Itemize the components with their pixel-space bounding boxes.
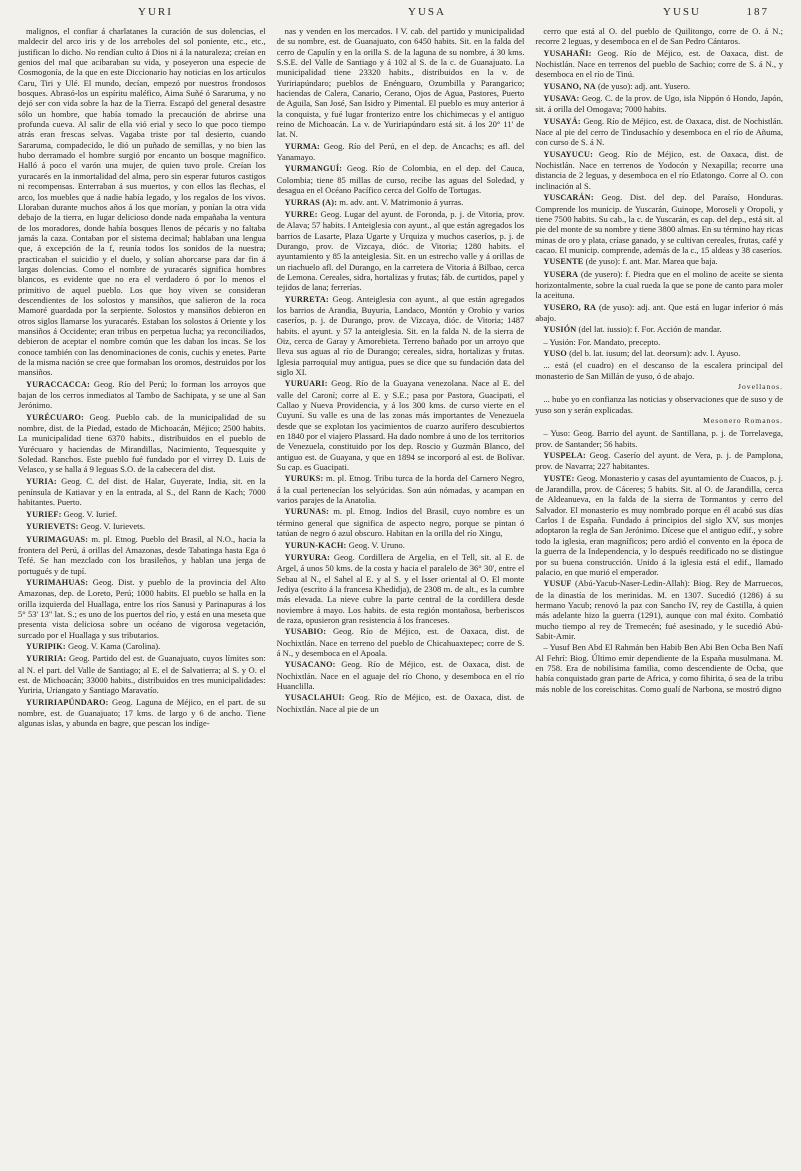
entry-text: Geog. Pueblo cab. de la municipalidad de su nombre, dist. de la Piedad, estado de Michoacán, Méjico; 2500 habits. La municipalidad tiene 6370 habits., distribuidos en el pueblo de Yurécuaro y haciendas de Mirandillas, Nacimiento, Tequesquite y Soledad. Ranchos. Este pueblo fué fundado por el virrey D. Luis de Velasco, y se halla á 9 leguas S.O. de la cabecera del dist. bbox=[18, 411, 266, 475]
dictionary-entry bbox=[535, 93, 783, 115]
entry-headword: YURIRIAPÚNDARO: bbox=[26, 697, 109, 707]
entry-headword: YURIEF: bbox=[26, 509, 62, 519]
entry-text: cerro que está al O. del pueblo de Quilitongo, corre de O. á N.; recorre 2 leguas, y desemboca en el de San Pedro Cántaros. bbox=[535, 26, 783, 47]
dictionary-entry bbox=[535, 578, 783, 641]
entry-text: Geog. Río de Méjico, est. de Oaxaca, dist. de Nochixtlán. Nace al pie de un bbox=[276, 692, 525, 714]
dictionary-entry bbox=[277, 141, 525, 163]
entry-text: (de yusero): f. Piedra que en el molino de aceite se sienta horizontalmente, sobre la cual rueda la que se pone de canto para moler la aceituna. bbox=[535, 268, 783, 301]
dictionary-entry bbox=[535, 192, 783, 255]
entry-text: (de yuso): f. ant. Mar. Marea que baja. bbox=[585, 256, 718, 267]
entry-text: – Yusuf Ben Abd El Rahmán ben Habib Ben Abi Ben Ocba Ben Nafí Al Fehrí: Biog. Último emir dependiente de la España musulmana. M. en 758. Era de nobilísima familia, como descendiente de Ocba, que había conquistado gran parte de Africa, y como fihirita, ó sea de la tribu más noble de los coreischitas. Como gualí de Narbona, se mostró digno bbox=[535, 642, 783, 694]
entry-text: Geog. Río de Colombia, en el dep. del Cauca, Colombia; tiene 85 millas de curso, recibe las aguas del Soledad, y desagua en el Océano Pacífico cerca del Golfo de Tortugas. bbox=[276, 163, 525, 196]
entry-text: ... hube yo en confianza las noticias y observaciones que de suso y de yuso son y serán explicadas. bbox=[535, 394, 783, 415]
dictionary-entry bbox=[277, 659, 525, 691]
dictionary-entry bbox=[277, 473, 525, 505]
dictionary-entry bbox=[277, 209, 525, 293]
dictionary-entry bbox=[277, 163, 525, 195]
entry-headword: YUSO bbox=[543, 348, 567, 358]
page-header bbox=[18, 0, 783, 26]
citation-author: Mesonero Romanos. bbox=[703, 416, 783, 426]
dictionary-entry bbox=[535, 149, 783, 191]
entry-text: Geog. Río de Méjico, est. de Oaxaca, dist. de Nochistlán. Nace al pie del cerro de Tindusachío y desemboca en el río de Añuma, con curso de S. á N. bbox=[535, 115, 783, 148]
entry-text: Geog. V. Iurief. bbox=[63, 508, 118, 519]
entry-headword: YUSERA bbox=[543, 269, 579, 279]
dictionary-entry bbox=[18, 412, 266, 475]
entry-headword: YUSUF bbox=[543, 579, 572, 589]
dictionary-entry bbox=[535, 642, 783, 694]
entry-text: m. pl. Etnog. Pueblo del Brasil, al N.O., hacia la frontera del Perú, á orillas del Amazonas, desde Tabatinga hasta Ega ó Tefé. Se han mezclado con los brasileños, y hablan una jerga de portugués y de tupí. bbox=[18, 533, 266, 576]
entry-text: Geog. V. Iurievets. bbox=[80, 521, 146, 532]
entry-headword: YURMA: bbox=[284, 141, 320, 151]
entry-text: m. pl. Etnog. Tribu turca de la horda del Carnero Negro, á la cual pertenecían los selyúcidas. Son aún nómadas, y acampan en varios parajes de la Anatolia. bbox=[276, 473, 525, 506]
entry-text: Geog. Lugar del ayunt. de Foronda, p. j. de Vitoria, prov. de Alava; 57 habits. ‖ Anteiglesia con ayunt., al que están agregados los barrios de Lasarte, Plaza Ugarte y Urquiza y muchos caseríos, p. j. de Durango, prov. de Vizcaya, dióc. de Vitoria; 1280 habits. el ayuntamiento y 85 la anteiglesia. Sit. en un estrecho valle y á orillas de un riachuelo afl. del Durango, en la carretera de Vitoria á Bilbao, cerca de Lemona. Cereales, sidra, hortalizas y frutas; fáb. de curtidos, papel y tejidos de lana; ferrerías. bbox=[276, 208, 525, 293]
header-center-word: YUSA bbox=[408, 6, 446, 18]
entry-text: Geog. Río de Méjico, est. de Oaxaca, dist. de Nochixtlán. Nace en terreno del pueblo de Chicahuaxtepec; corre de S. á N., y desemboca en el Apoala. bbox=[276, 626, 525, 658]
entry-headword: YURRAS (A): bbox=[284, 197, 338, 207]
entry-headword: YUSIÓN bbox=[543, 325, 577, 335]
dictionary-entry bbox=[535, 394, 783, 415]
entry-text: Geog. Río de Méjico, est. de Oaxaca, dist. de Nochistlán. Nace en terrenos del pueblo de Sachio; corre de S. á N., y desemboca en el río de Tinú. bbox=[535, 47, 783, 80]
entry-headword: YURRETA: bbox=[284, 294, 329, 304]
dictionary-entry bbox=[277, 26, 525, 140]
entry-text: malignos, el confiar á charlatanes la curación de sus dolencias, el maldecir del arco iris y de los arreboles del sol poniente, etc., etc., justifican lo dicho. No rendían culto á Dios ni á la naturaleza; creían en genios del mal que acibaraban su vida, y poseyeron una especie de Cosmogonía, de la que en este Diccionario hay noticias en los artículos Caru, Tiri y Ulé. El mundo, decían, empezó por nuestros frondosos bosques. Abrasó-los un espíritu maléfico, Aima Suñé ó Sararuma, y no dejó ser con vida sobre la haz de la Tierra. Escapó del general desastre sólo un hombre, que había tomado la precaución de abrirse una profunda cueva. Al salir de ella vió erial y seco lo que poco tiempo atrás eran frescas selvas. Vagaba triste por tal desierto, cuando Sararuma, compadecido, le dió un puñado de semillas, y no bien las hubo derramado el hombre surgió por encanto un bosque magnífico. Halló á poco el varón una mujer, de quien tuvo prole. Creían los yuracarés en la inmortalidad del alma, pero sin esperar futuros castigos ni recompensas. Enterraban á sus muertos, y con ellos las flechas, el arco, los muebles que á nadie había legado, y los regalos de los vivos. Lloraban durante muchos años á los que morían, y ponían la otra vida debajo de la tierra, en lugar delicioso donde nada empañaba la ventura de los moradores, donde había bosques llenos de pécaris y no faltaba jamás la caza. Contaban por el sistema decimal; hablaban una lengua que, á excepción de la f, reunía todos los sonidos de la nuestra; practicaban el suicidio y el duelo, y solían ahorcarse para dar fin á largas dolencias. Como el nombre de yuracarés significa hombres blancos, es evidente que no era el verdadero ó por lo menos el primitivo de aquel pueblo. Los que hoy viven se consideran descendientes de los solostos y mansiños, que salieron de la roca Mamoré guardada por la serpiente. Solostos y mansiños debieron en otros siglos llamarse los yuracarés. Estaban los solostos á Oriente y los mansiños á Occidente; eran tribus en perpetua lucha; ya reconciliados, debieron de aceptar el nombre común que les daban los incas. Se los conoce también con las denominaciones de conis, cuchis y enetes. Parte de la misma nación se cree que formaban los oromos, destruidos por los mansiños. bbox=[18, 26, 266, 378]
entry-headword: YURIMAGUAS: bbox=[26, 534, 89, 544]
entry-text: Geog. Río de Méjico, est. de Oaxaca, dist. de Nochixtlán. Nace en el aguaje del río Chono, y desemboca en el río Huanclilla. bbox=[276, 659, 525, 691]
dictionary-entry bbox=[277, 692, 525, 714]
column-1 bbox=[18, 26, 266, 1164]
entry-headword: YUSACLAHUI: bbox=[284, 693, 345, 703]
entry-text: Geog. Anteiglesia con ayunt., al que están agregados los barrios de Arandia, Buyuria, Landaco, Montón y Orobio y varios caseríos, p. j. de Durango, prov. de Vizcaya, dióc. de Vitoria; 1487 habits. el ayunt. y 57 la anteiglesia. Sit. en la falda N. de la sierra de Oiz, cerca de Garay y Amorebieta. Terreno bañado por un arroyo que lleva sus aguas al río de Durango; cereales, sidra, hortalizas y frutas. Iglesia parroquial muy antigua, pues se dice que su fundación data del siglo XI. bbox=[276, 293, 525, 377]
dictionary-entry bbox=[277, 378, 525, 472]
entry-headword: YURIEVETS: bbox=[26, 522, 79, 532]
dictionary-entry bbox=[18, 476, 266, 508]
dictionary-entry bbox=[535, 116, 783, 148]
entry-headword: YURIRIA: bbox=[26, 654, 67, 664]
dictionary-entry bbox=[18, 653, 266, 695]
entry-headword: YURUNAS: bbox=[284, 507, 330, 517]
entry-headword: YURIMAHUAS: bbox=[26, 577, 89, 587]
entry-headword: YURMANGUÍ: bbox=[284, 164, 343, 174]
entry-text: – Yuso: Geog. Barrio del ayunt. de Santillana, p. j. de Torrelavega, prov. de Santander; 56 habits. bbox=[535, 428, 783, 449]
dictionary-entry bbox=[535, 302, 783, 324]
entry-text: Geog. Partido del est. de Guanajuato, cuyos límites son: al N. el part. del Valle de Santiago; al E. el de Salvatierra; al S. y O. el est. de Michoacán; 33000 habits., distribuidos en tres municipalidades: Yuriria, Uriangato y Santiago Maravatío. bbox=[18, 653, 266, 696]
dictionary-entry bbox=[277, 294, 525, 378]
entry-headword: YUSAYÁ: bbox=[543, 116, 581, 126]
entry-text: (del b. lat. iusum; del lat. deorsum): adv. l. Ayuso. bbox=[569, 347, 741, 358]
entry-headword: YUSAYUCU: bbox=[543, 149, 594, 159]
entry-headword: YURRE: bbox=[284, 209, 318, 219]
page-number: 187 bbox=[746, 6, 769, 18]
column-3 bbox=[535, 26, 783, 1164]
entry-text: m. adv. ant. V. Matrimonio á yurras. bbox=[339, 196, 464, 207]
dictionary-entry bbox=[277, 197, 525, 208]
dictionary-entry bbox=[277, 626, 525, 658]
entry-headword: YUSAVA: bbox=[543, 94, 580, 104]
entry-headword: YURUKS: bbox=[284, 474, 324, 484]
entry-headword: YURYURA: bbox=[284, 552, 331, 562]
dictionary-entry bbox=[18, 509, 266, 520]
entry-text: Geog. C. del dist. de Halar, Guyerate, India, sit. en la península de Katiavar y en la entrada, al S., del Rann de Kach; 7000 habitantes. Puerto. bbox=[18, 475, 266, 508]
dictionary-entry bbox=[277, 540, 525, 551]
dictionary-entry bbox=[535, 348, 783, 359]
dictionary-entry bbox=[535, 81, 783, 92]
entry-text: nas y venden en los mercados. ‖ V. cab. del partido y municipalidad de su nombre, est. de Guanajuato, con 6450 habits. Sit. en la falda del cerro de Capulín y en la orilla S. de la laguna de su nombre, á 30 kms. S.S.E. del Valle de Santiago y á 102 al S. de la c. de Guanajuato. La municipalidad tiene 23320 habits., distribuidos en la v. de Yuririapúndaro; pueblos de Enénguaro, Ozumbilla y Parangarico; haciendas de Calera, Canario, Cerano, Ojos de Agua, Pastores, Puerto de Aguila, San José, San Isidro y Pimental. El pueblo es muy anterior á la conquista, y fué lugar fronterizo entre los chichimecas y el antiguo reino de Michoacán. La v. de Yuririapúndaro está sit. á los 20° 11' de lat. N. bbox=[276, 26, 525, 140]
dictionary-entry bbox=[277, 506, 525, 538]
entry-text: m. pl. Etnog. Indios del Brasil, cuyo nombre es un término general que significa de aspecto negro, porque se pintan ó tatúan de negro ó azul obscuro. Habitan en la orilla del río Xingu, bbox=[276, 506, 525, 539]
dictionary-entry bbox=[535, 360, 783, 381]
entry-headword: YUSTE: bbox=[543, 473, 575, 483]
entry-text: Geog. Dist. y pueblo de la provincia del Alto Amazonas, dep. de Loreto, Perú; 1000 habits. El pueblo se halla en la orilla izquierda del Huallaga, entre los ríos Sanusi y Parinapuras á los 5° 53' 13" lat. S.; es uno de los puertos del río, y está en una meseta que presenta vista deliciosa sobre un océano de vigorosa vegetación, surcado por el Huallaga y sus tributarios. bbox=[18, 576, 266, 640]
entry-text: (Abú-Yacub-Naser-Ledin-Allah): Biog. Rey de Marruecos, de la dinastía de los merinidas. M. en 1307. Sucedió (1286) á su hermano Yacub; renovó la paz con Sancho IV, rey de Castilla, á quien más adelante hizo la guerra (1291), aunque con mal éxito. Combatió mucho tiempo al rey de Tremecén; fué asesinado, y le sucedió Abú-Sabit-Amir. bbox=[535, 578, 783, 641]
entry-text: (de yuso): adj. ant. Que está en lugar inferior ó más abajo. bbox=[535, 301, 783, 323]
dictionary-entry bbox=[535, 324, 783, 335]
entry-headword: YUSANO, NA bbox=[543, 81, 596, 91]
entry-headword: YUSACANO: bbox=[284, 660, 336, 670]
entry-headword: YURIA: bbox=[26, 476, 57, 486]
entry-headword: YURIPIK: bbox=[26, 641, 66, 651]
entry-headword: YURACCACCA: bbox=[26, 379, 91, 389]
header-right-word: YUSU bbox=[663, 6, 701, 18]
entry-text: Geog. Río del Perú; lo forman los arroyos que bajan de los cerros inmediatos al Tambo de Sachipata, y se une al San Jerónimo. bbox=[18, 378, 266, 411]
entry-text: Geog. Río del Perú, en el dep. de Ancachs; es afl. del Yanamayo. bbox=[276, 140, 525, 163]
dictionary-entry bbox=[535, 269, 783, 301]
entry-headword: YUSAHAÑI: bbox=[543, 48, 592, 58]
dictionary-entry bbox=[535, 48, 783, 80]
entry-text: ... está (el cuadro) en el descanso de la escalera principal del monasterio de San Millán de yuso, ó de abajo. bbox=[535, 360, 783, 381]
entry-text: Geog. Laguna de Méjico, en el part. de su nombre, est. de Guanajuato; 17 kms. de largo y 6 de ancho. Tiene algunas islas, y abunda en bagre, que pescan los indíge- bbox=[18, 696, 266, 729]
entry-text: Geog. Río de la Guayana venezolana. Nace al E. del valle del Caroní; corre al E. y S.E.; pasa por Pastora, Guacipati, el Callao y Nueva Providencia, y á los 300 kms. de curso vierte en el Cuyuní. Su valle es una de las zonas más importantes de Venezuela desde que se explotan los yacimientos de cuarzo aurífero descubiertos en 1840 por el viajero Plassard. Ha dado nombre á uno de los territorios de Venezuela, constituido por los dep. Roscio y Guzmán Blanco, del antiguo est. de Guayana, y que en 1894 se incorporó al est. de Bolívar. Su cap. es Guacipati. bbox=[276, 378, 525, 473]
entry-text: (del lat. iussio): f. For. Acción de mandar. bbox=[578, 324, 722, 335]
dictionary-entry bbox=[535, 473, 783, 577]
entry-headword: YUSCARÁN: bbox=[543, 193, 594, 203]
entry-text: Geog. Monasterio y casas del ayuntamiento de Cuacos, p. j. de Jarandilla, prov. de Cáceres; 5 habits. Sit. al O. de Jarandilla, cerca de Aldeanueva, en la falda de la sierra de Tormantos y cerro del Salvador. El monasterio es muy nombrado porque en él acabó sus días Carlos I de España. Fundado á principios del siglo XV, sus monjes adoptaron la regla de San Jerónimo. Dícese que el antiguo edif., y sobre todo la iglesia, eran magníficos; pero ardió el convento en la época de la guerra de la Independencia, y lo después reedificado no se distingue por su buena construcción. Unido á la iglesia está el edif., llamado palacio, en que murió el emperador. bbox=[535, 472, 783, 577]
entry-headword: YUSERO, RA bbox=[543, 302, 597, 312]
entry-text: (de yuso): adj. ant. Yusero. bbox=[598, 80, 691, 91]
entry-headword: YUSABIO: bbox=[284, 627, 327, 637]
entry-headword: YURUARI: bbox=[284, 379, 328, 389]
dictionary-entry bbox=[18, 379, 266, 411]
dictionary-entry bbox=[535, 256, 783, 267]
entry-text: Geog. Río de Méjico, est. de Oaxaca, dist. de Nochistlán. Nace en terrenos de Yodocón y Nexapilla; recorre una distancia de 2 leguas, y desemboca en el río Etlatongo. Corre al O. con inclinación al S. bbox=[535, 148, 783, 191]
dictionary-entry bbox=[535, 337, 783, 347]
entry-text: Geog. Dist. del dep. del Paraíso, Honduras. Comprende los municip. de Yuscarán, Guinope, Moroseli y Oropoli, y tiene 7500 habits. Su cab., la c. de Yuscarán, es cap. del dep., está sit. al pie del monte de su nombre y tiene 3800 almas. En su término hay ricas minas de oro y plata, críase ganado, y se cultivan cereales, frutas, café y cacao. El municip. comprende, además de la c., 15 aldeas y 38 caseríos. bbox=[535, 192, 783, 255]
entry-text: Geog. Caserío del ayunt. de Vera, p. j. de Pamplona, prov. de Navarra; 227 habitantes. bbox=[535, 450, 783, 472]
text-columns bbox=[18, 26, 783, 1164]
entry-headword: YUSPELA: bbox=[543, 451, 586, 461]
entry-headword: YURÉCUARO: bbox=[26, 412, 84, 422]
dictionary-entry bbox=[277, 552, 525, 625]
column-2 bbox=[277, 26, 525, 1164]
entry-text: Geog. V. Uruno. bbox=[348, 539, 405, 550]
dictionary-entry bbox=[18, 534, 266, 576]
entry-text: Geog. V. Kama (Carolina). bbox=[67, 640, 161, 651]
entry-text: Geog. C. de la prov. de Ugo, isla Nippón ó Hondo, Japón, sit. á orilla del Omogava; 7000 habits. bbox=[535, 93, 783, 115]
dictionary-entry bbox=[535, 450, 783, 472]
dictionary-entry bbox=[18, 26, 266, 378]
entry-text: Geog. Cordillera de Argelia, en el Tell, sit. al E. de Argel, á unos 50 kms. de la costa y hacia el paralelo de 36° 30', entre el Sebau al N., el Sahel al E. y al S. y el Isser oriental al O. El monte Jediya (escrito á la francesa Khedidja), de 2308 m. de alt., es la cumbre más elevada. La nieve cubre la parte central de la cordillera desde noviembre á mayo. Los habits. de esta región montañosa, berberiscos de raza, opusieron gran resistencia á los franceses. bbox=[276, 551, 525, 625]
dictionary-entry bbox=[18, 697, 266, 729]
dictionary-entry bbox=[535, 26, 783, 47]
header-left-word: YURI bbox=[138, 6, 173, 18]
entry-headword: YURUN-KACH: bbox=[284, 540, 347, 550]
dictionary-entry bbox=[18, 521, 266, 532]
dictionary-entry bbox=[535, 428, 783, 449]
citation-author: Jovellanos. bbox=[738, 382, 783, 391]
dictionary-entry bbox=[18, 577, 266, 640]
entry-headword: YUSENTE bbox=[543, 257, 584, 267]
dictionary-entry bbox=[18, 641, 266, 652]
entry-text: – Yusión: For. Mandato, precepto. bbox=[543, 336, 661, 347]
